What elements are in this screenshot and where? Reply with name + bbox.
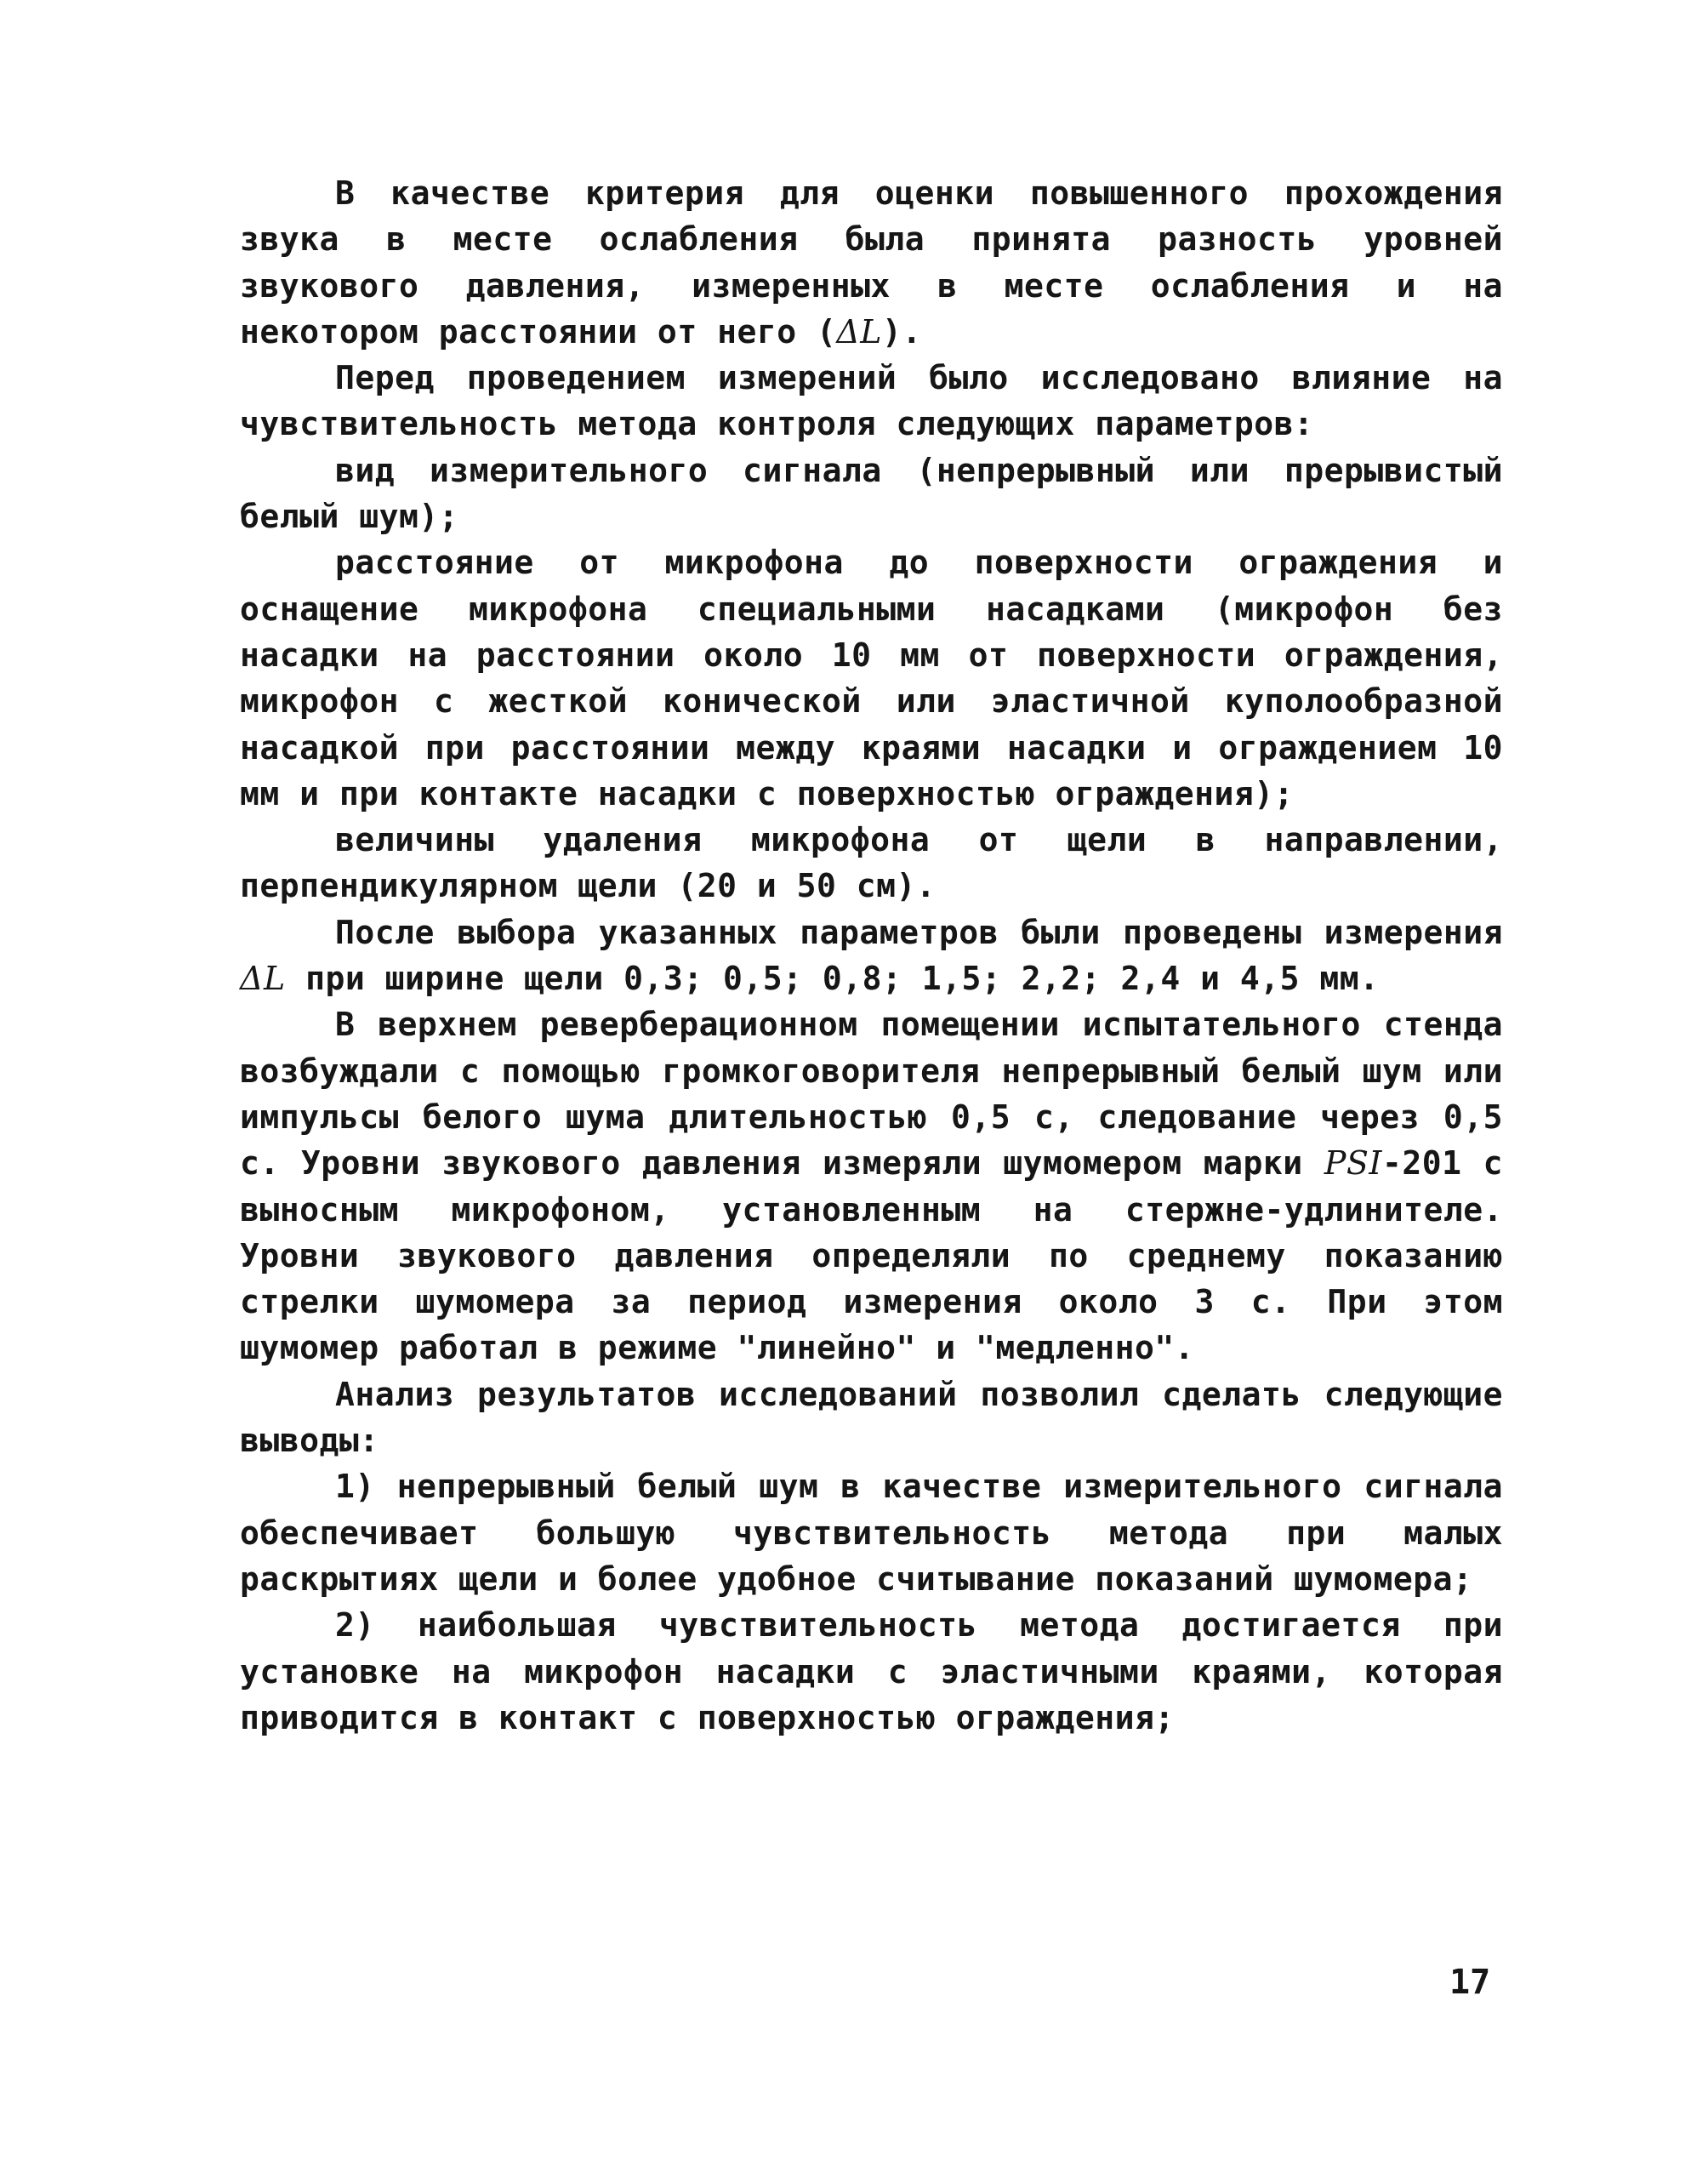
paragraph-slot-widths: После выбора указанных параметров были проведены измерения ΔL при ширине щели 0,3; 0,5; 0,8; 1,5; 2,2; 2,4 и 4,5 мм. [240, 913, 1503, 998]
paragraph-criterion: В качестве критерия для оценки повышенного прохождения звука в месте ослабления была принята разность уровней звукового давления, измеренных в месте ослабления и на некотором расстоянии от него (ΔL). [240, 174, 1503, 351]
conclusion-item-1: 1) непрерывный белый шум в качестве измерительного сигнала обеспечивает большую чувствительность метода при малых раскрытиях щели и более удобное считывание показаний шумомера; [240, 1468, 1503, 1598]
paragraph-measurement-procedure: В верхнем реверберационном помещении испытательного стенда возбуждали с помощью громкоговорителя непрерывный белый шум или импульсы белого шума длительностью 0,5 с, следование через 0,5 с. Уровни звукового давления измеряли шумомером марки PSI-201 с выносным микрофоном, установленным на стержне-удлинителе. Уровни звукового давления определяли по среднему показанию стрелки шумомера за период измерения около 3 с. При этом шумомер работал в режиме "линейно" и "медленно". [240, 1006, 1503, 1367]
body-text [240, 170, 1503, 1741]
paragraph-preliminary-study: Перед проведением измерений было исследовано влияние на чувствительность метода контроля следующих параметров: [240, 359, 1503, 443]
delta-l-symbol: ΔL [240, 960, 286, 998]
paragraph-analysis: Анализ результатов исследований позволил сделать следующие выводы: [240, 1375, 1503, 1460]
delta-l-symbol: ΔL [836, 312, 883, 351]
list-item-microphone-distance: расстояние от микрофона до поверхности ограждения и оснащение микрофона специальными насадками (микрофон без насадки на расстоянии около 10 мм от поверхности ограждения, микрофон с жесткой конической или эластичной куполообразной насадкой при расстоянии между краями насадки и ограждением 10 мм и при контакте насадки с поверхностью ограждения); [240, 544, 1503, 813]
meter-model-symbol: PSI [1324, 1144, 1382, 1183]
list-item-signal-type: вид измерительного сигнала (непрерывный или прерывистый белый шум); [240, 451, 1503, 536]
page-number: 17 [1449, 1963, 1491, 2002]
list-item-removal-distance: величины удаления микрофона от щели в направлении, перпендикулярном щели (20 и 50 см). [240, 821, 1503, 905]
conclusion-item-2: 2) наибольшая чувствительность метода достигается при установке на микрофон насадки с эластичными краями, которая приводится в контакт с поверхностью ограждения; [240, 1606, 1503, 1736]
